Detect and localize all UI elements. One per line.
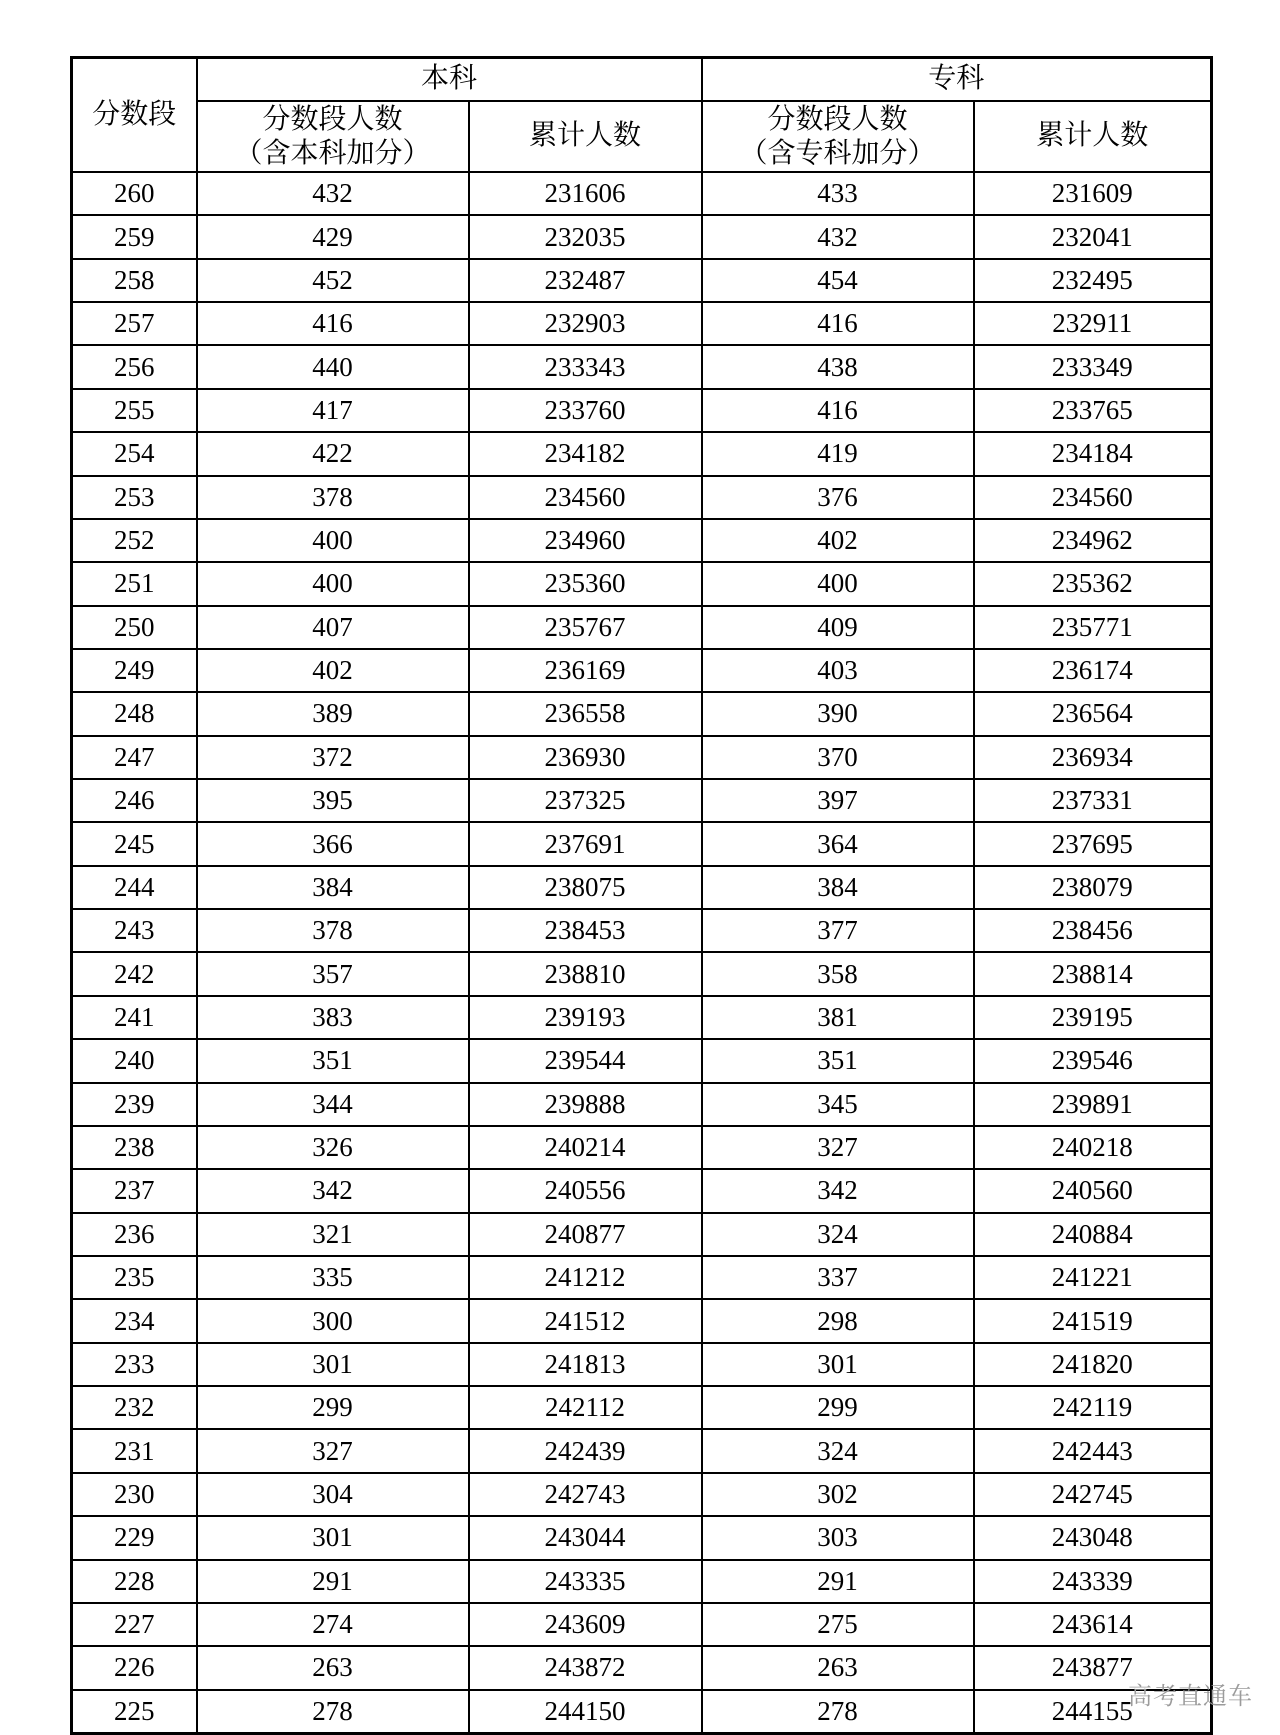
header-benke-cumulative: 累计人数 <box>469 101 702 172</box>
table-cell: 253 <box>72 476 197 519</box>
table-row <box>72 345 1212 388</box>
table-cell: 229 <box>72 1516 197 1559</box>
table-cell: 454 <box>702 259 974 302</box>
table-cell: 300 <box>197 1299 469 1342</box>
table-row <box>72 1039 1212 1082</box>
table-row <box>72 996 1212 1039</box>
table-row <box>72 606 1212 649</box>
table-cell: 231606 <box>469 172 702 215</box>
table-cell: 232495 <box>974 259 1212 302</box>
table-cell: 383 <box>197 996 469 1039</box>
table-header <box>72 58 1212 173</box>
table-row <box>72 1560 1212 1603</box>
table-cell: 226 <box>72 1646 197 1689</box>
table-cell: 234182 <box>469 432 702 475</box>
table-cell: 409 <box>702 606 974 649</box>
table-cell: 274 <box>197 1603 469 1646</box>
table-cell: 248 <box>72 692 197 735</box>
table-cell: 395 <box>197 779 469 822</box>
table-cell: 250 <box>72 606 197 649</box>
table-cell: 407 <box>197 606 469 649</box>
table-cell: 241221 <box>974 1256 1212 1299</box>
table-cell: 302 <box>702 1473 974 1516</box>
table-row <box>72 866 1212 909</box>
table-cell: 240884 <box>974 1213 1212 1256</box>
table-cell: 242112 <box>469 1386 702 1429</box>
watermark: 高考直通车 <box>1128 1683 1253 1710</box>
table-cell: 416 <box>702 302 974 345</box>
table-cell: 235767 <box>469 606 702 649</box>
table-cell: 236564 <box>974 692 1212 735</box>
table-cell: 299 <box>702 1386 974 1429</box>
table-cell: 366 <box>197 822 469 865</box>
table-cell: 239888 <box>469 1083 702 1126</box>
header-zhuanke-cumulative: 累计人数 <box>974 101 1212 172</box>
table-row <box>72 1516 1212 1559</box>
table-cell: 243872 <box>469 1646 702 1689</box>
table-cell: 238079 <box>974 866 1212 909</box>
table-row <box>72 1083 1212 1126</box>
table-cell: 240877 <box>469 1213 702 1256</box>
table-cell: 337 <box>702 1256 974 1299</box>
table-row <box>72 1646 1212 1689</box>
table-cell: 236934 <box>974 736 1212 779</box>
table-cell: 235771 <box>974 606 1212 649</box>
table-cell: 403 <box>702 649 974 692</box>
table-cell: 242743 <box>469 1473 702 1516</box>
table-cell: 278 <box>197 1690 469 1734</box>
table-cell: 233343 <box>469 345 702 388</box>
table-cell: 416 <box>197 302 469 345</box>
table-cell: 227 <box>72 1603 197 1646</box>
header-group-benke: 本科 <box>197 58 702 102</box>
table-cell: 243044 <box>469 1516 702 1559</box>
table-cell: 241813 <box>469 1343 702 1386</box>
header-benke-count-line2: （含本科加分） <box>234 137 431 169</box>
table-cell: 236930 <box>469 736 702 779</box>
table-cell: 243609 <box>469 1603 702 1646</box>
table-row <box>72 1603 1212 1646</box>
table-cell: 240556 <box>469 1169 702 1212</box>
table-cell: 377 <box>702 909 974 952</box>
table-cell: 238 <box>72 1126 197 1169</box>
table-cell: 357 <box>197 952 469 995</box>
table-cell: 238453 <box>469 909 702 952</box>
table-cell: 237331 <box>974 779 1212 822</box>
header-zhuanke-count-line1: 分数段人数 <box>767 104 908 136</box>
table-cell: 342 <box>197 1169 469 1212</box>
table-cell: 240 <box>72 1039 197 1082</box>
table-cell: 247 <box>72 736 197 779</box>
table-cell: 358 <box>702 952 974 995</box>
table-row <box>72 1429 1212 1472</box>
table-cell: 351 <box>197 1039 469 1082</box>
header-score-segment: 分数段 <box>72 58 197 173</box>
table-cell: 376 <box>702 476 974 519</box>
table-cell: 432 <box>197 172 469 215</box>
table-cell: 241512 <box>469 1299 702 1342</box>
table-cell: 235362 <box>974 562 1212 605</box>
table-cell: 234 <box>72 1299 197 1342</box>
table-cell: 245 <box>72 822 197 865</box>
table-cell: 429 <box>197 215 469 258</box>
table-cell: 236169 <box>469 649 702 692</box>
table-cell: 370 <box>702 736 974 779</box>
table-cell: 239 <box>72 1083 197 1126</box>
table-cell: 372 <box>197 736 469 779</box>
table-cell: 291 <box>702 1560 974 1603</box>
table-cell: 452 <box>197 259 469 302</box>
table-cell: 381 <box>702 996 974 1039</box>
table-cell: 326 <box>197 1126 469 1169</box>
table-row <box>72 1473 1212 1516</box>
table-cell: 440 <box>197 345 469 388</box>
table-cell: 254 <box>72 432 197 475</box>
table-cell: 238814 <box>974 952 1212 995</box>
header-benke-count <box>197 101 469 172</box>
table-cell: 438 <box>702 345 974 388</box>
table-cell: 241 <box>72 996 197 1039</box>
table-cell: 239891 <box>974 1083 1212 1126</box>
table-cell: 299 <box>197 1386 469 1429</box>
table-cell: 244155 <box>974 1690 1212 1734</box>
table-cell: 234960 <box>469 519 702 562</box>
table-cell: 232041 <box>974 215 1212 258</box>
table-cell: 384 <box>702 866 974 909</box>
header-zhuanke-count-line2: （含专科加分） <box>739 137 936 169</box>
table-cell: 242443 <box>974 1429 1212 1472</box>
table-cell: 237 <box>72 1169 197 1212</box>
table-row <box>72 822 1212 865</box>
table-cell: 301 <box>197 1343 469 1386</box>
table-row <box>72 172 1212 215</box>
table-cell: 364 <box>702 822 974 865</box>
table-cell: 240560 <box>974 1169 1212 1212</box>
table-cell: 244 <box>72 866 197 909</box>
table-cell: 263 <box>197 1646 469 1689</box>
table-cell: 236 <box>72 1213 197 1256</box>
table-cell: 243048 <box>974 1516 1212 1559</box>
table-cell: 234184 <box>974 432 1212 475</box>
table-row <box>72 389 1212 432</box>
table-cell: 233760 <box>469 389 702 432</box>
table-cell: 275 <box>702 1603 974 1646</box>
table-cell: 238810 <box>469 952 702 995</box>
table-cell: 291 <box>197 1560 469 1603</box>
score-table-body <box>72 172 1212 1733</box>
table-cell: 324 <box>702 1213 974 1256</box>
table-row <box>72 562 1212 605</box>
table-cell: 304 <box>197 1473 469 1516</box>
table-cell: 263 <box>702 1646 974 1689</box>
table-row <box>72 779 1212 822</box>
table-cell: 335 <box>197 1256 469 1299</box>
table-row <box>72 519 1212 562</box>
table-cell: 233349 <box>974 345 1212 388</box>
table-cell: 298 <box>702 1299 974 1342</box>
table-row <box>72 432 1212 475</box>
table-cell: 397 <box>702 779 974 822</box>
table-cell: 243339 <box>974 1560 1212 1603</box>
table-cell: 233765 <box>974 389 1212 432</box>
table-cell: 234962 <box>974 519 1212 562</box>
table-cell: 255 <box>72 389 197 432</box>
table-cell: 252 <box>72 519 197 562</box>
table-row <box>72 1169 1212 1212</box>
table-cell: 232487 <box>469 259 702 302</box>
table-cell: 241212 <box>469 1256 702 1299</box>
table-row <box>72 302 1212 345</box>
table-cell: 390 <box>702 692 974 735</box>
table-cell: 243614 <box>974 1603 1212 1646</box>
table-cell: 246 <box>72 779 197 822</box>
table-row <box>72 259 1212 302</box>
table-cell: 235360 <box>469 562 702 605</box>
header-sub-row <box>72 101 1212 172</box>
table-cell: 256 <box>72 345 197 388</box>
table-row <box>72 1690 1212 1734</box>
table-row <box>72 736 1212 779</box>
table-cell: 301 <box>197 1516 469 1559</box>
table-cell: 345 <box>702 1083 974 1126</box>
table-cell: 257 <box>72 302 197 345</box>
table-cell: 228 <box>72 1560 197 1603</box>
table-cell: 238075 <box>469 866 702 909</box>
table-row <box>72 909 1212 952</box>
table-cell: 241519 <box>974 1299 1212 1342</box>
table-cell: 402 <box>702 519 974 562</box>
table-cell: 258 <box>72 259 197 302</box>
table-cell: 236174 <box>974 649 1212 692</box>
table-row <box>72 476 1212 519</box>
table-cell: 400 <box>197 519 469 562</box>
table-cell: 240218 <box>974 1126 1212 1169</box>
table-cell: 303 <box>702 1516 974 1559</box>
table-row <box>72 692 1212 735</box>
table-cell: 243335 <box>469 1560 702 1603</box>
table-cell: 321 <box>197 1213 469 1256</box>
table-row <box>72 1256 1212 1299</box>
table-cell: 239546 <box>974 1039 1212 1082</box>
score-distribution-table <box>70 56 1213 1735</box>
table-cell: 249 <box>72 649 197 692</box>
table-row <box>72 1386 1212 1429</box>
table-cell: 239195 <box>974 996 1212 1039</box>
header-zhuanke-count <box>702 101 974 172</box>
table-cell: 378 <box>197 476 469 519</box>
table-cell: 327 <box>197 1429 469 1472</box>
table-cell: 400 <box>702 562 974 605</box>
table-cell: 416 <box>702 389 974 432</box>
table-cell: 278 <box>702 1690 974 1734</box>
table-cell: 327 <box>702 1126 974 1169</box>
header-group-row <box>72 58 1212 102</box>
table-cell: 231609 <box>974 172 1212 215</box>
table-cell: 324 <box>702 1429 974 1472</box>
table-cell: 232 <box>72 1386 197 1429</box>
header-group-zhuanke: 专科 <box>702 58 1212 102</box>
table-cell: 402 <box>197 649 469 692</box>
table-cell: 240214 <box>469 1126 702 1169</box>
table-cell: 417 <box>197 389 469 432</box>
table-row <box>72 649 1212 692</box>
table-cell: 232035 <box>469 215 702 258</box>
table-cell: 235 <box>72 1256 197 1299</box>
table-cell: 389 <box>197 692 469 735</box>
table-cell: 232911 <box>974 302 1212 345</box>
table-cell: 433 <box>702 172 974 215</box>
table-cell: 432 <box>702 215 974 258</box>
table-row <box>72 1299 1212 1342</box>
table-cell: 342 <box>702 1169 974 1212</box>
table-cell: 237325 <box>469 779 702 822</box>
table-cell: 260 <box>72 172 197 215</box>
table-cell: 230 <box>72 1473 197 1516</box>
table-cell: 242439 <box>469 1429 702 1472</box>
table-cell: 233 <box>72 1343 197 1386</box>
table-cell: 422 <box>197 432 469 475</box>
table-cell: 237691 <box>469 822 702 865</box>
table-cell: 241820 <box>974 1343 1212 1386</box>
table-cell: 244150 <box>469 1690 702 1734</box>
table-cell: 238456 <box>974 909 1212 952</box>
table-cell: 242745 <box>974 1473 1212 1516</box>
table-cell: 259 <box>72 215 197 258</box>
table-cell: 225 <box>72 1690 197 1734</box>
table-row <box>72 1126 1212 1169</box>
table-cell: 384 <box>197 866 469 909</box>
table-cell: 236558 <box>469 692 702 735</box>
table-row <box>72 215 1212 258</box>
table-cell: 400 <box>197 562 469 605</box>
table-cell: 243 <box>72 909 197 952</box>
table-cell: 242119 <box>974 1386 1212 1429</box>
table-cell: 419 <box>702 432 974 475</box>
table-row <box>72 1343 1212 1386</box>
table-cell: 301 <box>702 1343 974 1386</box>
table-cell: 242 <box>72 952 197 995</box>
table-cell: 232903 <box>469 302 702 345</box>
table-cell: 378 <box>197 909 469 952</box>
table-cell: 344 <box>197 1083 469 1126</box>
table-cell: 231 <box>72 1429 197 1472</box>
table-cell: 237695 <box>974 822 1212 865</box>
table-cell: 239193 <box>469 996 702 1039</box>
table-cell: 351 <box>702 1039 974 1082</box>
table-row <box>72 952 1212 995</box>
table-cell: 251 <box>72 562 197 605</box>
table-cell: 243877 <box>974 1646 1212 1689</box>
header-benke-count-line1: 分数段人数 <box>262 104 403 136</box>
table-row <box>72 1213 1212 1256</box>
table-cell: 234560 <box>469 476 702 519</box>
table-cell: 239544 <box>469 1039 702 1082</box>
table-cell: 234560 <box>974 476 1212 519</box>
